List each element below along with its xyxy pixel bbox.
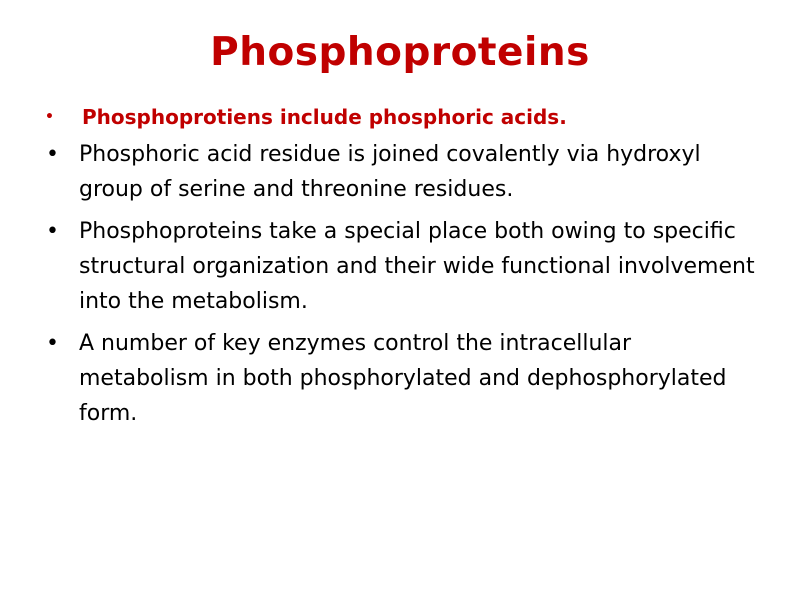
bullet-dot-icon: • — [46, 142, 59, 167]
bullet-text: Phosphoprotiens include phosphoric acids. — [82, 105, 567, 129]
bullet-item — [42, 326, 762, 431]
bullet-item — [42, 100, 762, 135]
bullet-text: Phosphoric acid residue is joined covalently via hydroxyl group of serine and threonine residues. — [79, 142, 701, 202]
slide-title: Phosphoproteins — [210, 30, 590, 75]
bullet-text: A number of key enzymes control the intracellular metabolism in both phosphorylated and dephosphorylated form. — [79, 331, 727, 426]
bullet-text: Phosphoproteins take a special place both owing to specific structural organization and their wide functional involvement into the metabolism. — [79, 219, 755, 314]
bullet-item — [42, 137, 762, 207]
bullet-item — [42, 214, 762, 319]
bullet-dot-icon: • — [45, 109, 54, 125]
bullet-dot-icon: • — [46, 219, 59, 244]
bullet-dot-icon: • — [46, 331, 59, 356]
bullet-list — [42, 100, 762, 438]
